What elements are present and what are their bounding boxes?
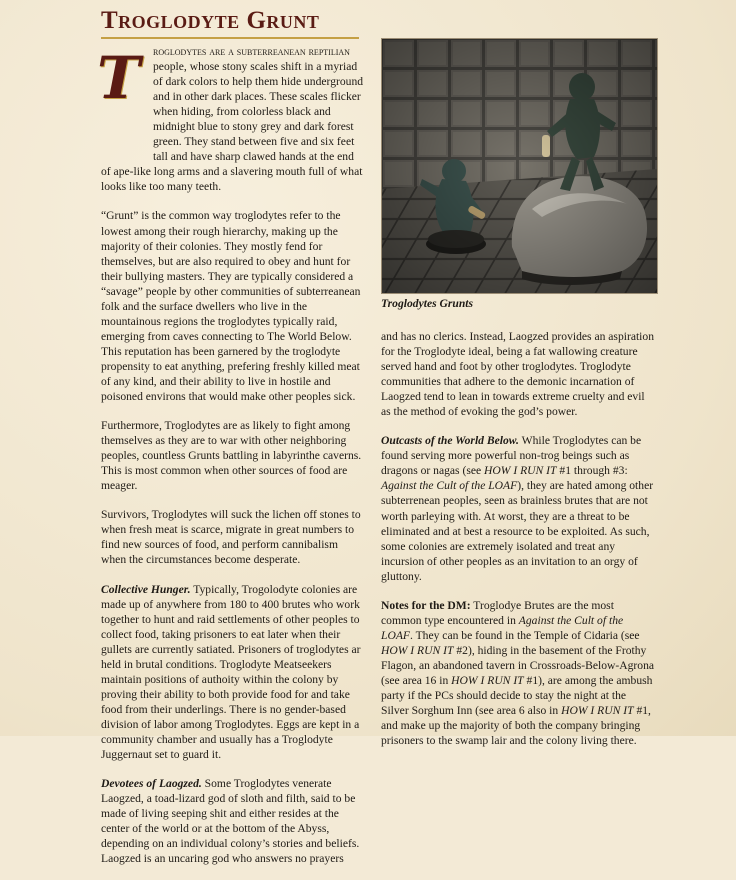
notes-ref-3: HOW I RUN IT [451,673,524,687]
notes-text-5: #1, and make up the majority of both the company bringing prisoners to the swamp lair and the colony living there. [381,704,651,748]
outcasts-text-3: ), they are hated among other subterrenean peoples, seen as brainless brutes that are not worth parleying with. At worst, they are a threat to be eliminated and at best a resource to be exploited. As such, some colonies are extremely isolated and treat any incursion of other peoples as an invitation to an orgy of gluttony. [381,479,654,583]
photo-caption: Troglodytes Grunts [381,297,474,310]
title-rule [101,37,359,39]
drop-cap: T [97,44,141,112]
notes-ref-1: Against the Cult of the LOAF [381,613,624,642]
notes-ref-2: HOW I RUN IT [381,643,454,657]
notes-paragraph [381,598,656,748]
troglodyte-miniatures-photo [381,38,658,294]
page-title: Troglodyte Grunt [101,7,320,34]
intro-paragraph [97,44,364,194]
notes-heading: Notes for the DM: [381,598,471,612]
outcasts-paragraph [381,433,656,583]
outcasts-text-2: #1 through #3: [556,464,628,478]
collective-hunger-heading: Collective Hunger. [101,582,191,596]
outcasts-ref-2: Against the Cult of the LOAF [381,479,518,493]
intro-text: people, whose stony scales shift in a myriad of dark colors to help them hide underground and in other dark places. These scales flicker when hiding, from colorless black and midnight blue to stony grey and dark forest green. They stand between five and six feet tall and have sharp clawed hands at the end of ape-like long arms and a slavering mouth full of what looks like too many teeth. [101,60,364,194]
right-column [381,329,656,762]
photo-illustration [382,39,657,293]
devotees-paragraph [101,776,364,866]
notes-ref-4: HOW I RUN IT [561,704,634,718]
collective-hunger-text: Typically, Trogolodyte colonies are made up of anywhere from 180 to 400 brutes who work together to hunt and raid settlements of other peoples to collect food, taking prisoners to eat later when their gullets are currently satiated. Prisoners of troglodytes ar held in brutal conditions. Troglodyte Meatseekers maintain positions of authoity within the colony by proving their ability to both provide food for and take food from their underlings. There is no gender-based division of labor among Troglodytes. Eggs are kept in a community chamber and usually has a Troglodyte Juggernaut set to guard it. [101,582,361,762]
devotees-text: Some Troglodytes venerate Laogzed, a toad-lizard god of sloth and filth, said to be made of living seeping shit and either resides at the center of the world or at the bottom of the Abyss, depending on an individual colony’s stories and beliefs. Laogzed is an uncaring god who answers no prayers [101,777,360,866]
outcasts-ref-1: HOW I RUN IT [484,464,557,478]
devotees-heading: Devotees of Laogzed. [101,777,202,791]
intro-smallcaps: roglodytes are a subterreanean reptilian [153,45,350,58]
left-column [97,44,364,880]
notes-text-3: #2), hiding in the basement of the Frothy Flagon, an abandoned tavern in Crossroads-Below-Agrona (see area 16 in [381,643,655,687]
outcasts-text-1: While Troglodytes can be found serving more powerful non-trog beings such as dragons or nagas (see [381,434,642,478]
grunt-paragraph: “Grunt” is the common way troglodytes refer to the lowest among their rough hierarchy, making up the majority of their colonies. They mostly fend for themselves, but are also required to obey and hunt for their bullying masters. They are typically considered a “savage” people by other communities of subterreanean folk and the surface dwellers who live in the mountainous regions the troglodytes typically raid, emerging from caves connecting to The World Below. This reputation has been garnered by the troglodyte propensity to eat anything, prefering freshly killed meat of any kind, and their ability to live in hostile and poisoned environs that would make other peoples sick. [101,209,361,404]
notes-text-4: #1), are among the ambush party if the PCs should decide to stay the night at the Silver Sorghum Inn (see area 6 also in [381,673,653,718]
notes-text-2: . They can be found in the Temple of Cidaria (see [409,628,640,642]
collective-hunger-paragraph [101,582,364,763]
furthermore-paragraph: Furthermore, Troglodytes are as likely to fight among themselves as they are to war with other neighboring peoples, countless Grunts battling in labyrinthe caverns. This is most common when other sources of food are meager. [101,419,362,493]
survivors-paragraph: Survivors, Troglodytes will suck the lichen off stones to when fresh meat is scarce, migrate in great numbers to find new sources of food, and perform cannibalism when the circumstances become desperate. [101,508,361,567]
devotees-continued-paragraph: and has no clerics. Instead, Laogzed provides an aspiration for the Troglodyte ideal, being a fat wallowing creature served hand and foot by other troglodytes. Troglodyte communities that adhere to the demonic incarnation of Laogzed tend to lean in towards extreme cruelty and evil as the method of evoking the god’s power. [381,330,655,419]
outcasts-heading: Outcasts of the World Below. [381,434,519,448]
notes-text-1: Troglodye Brutes are the most common type encountered in [381,598,614,627]
